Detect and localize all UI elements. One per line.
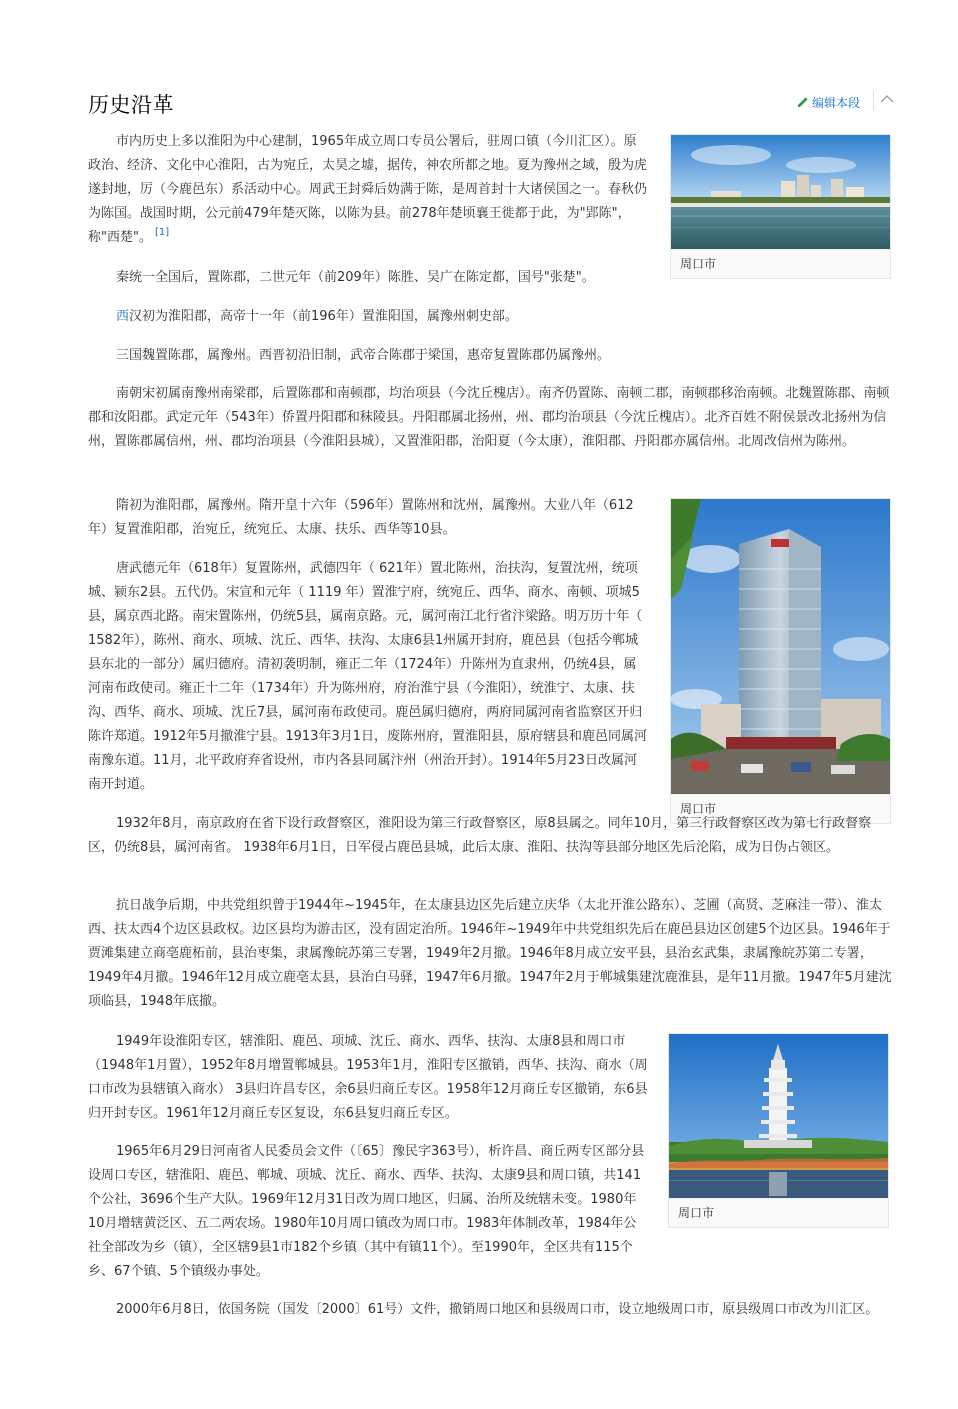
- paragraph-3-text: 汉初为淮阳郡，高帝十一年（前196年）置淮阳国，属豫州刺史部。: [129, 309, 518, 324]
- figure-3-caption: 周口市: [669, 1198, 888, 1227]
- paragraph-2: 秦统一全国后，置陈郡，二世元年（前209年）陈胜、吴广在陈定都，国号"张楚"。: [116, 270, 595, 285]
- paragraph-6: 隋初为淮阳郡，属豫州。隋开皇十六年（596年）置陈州和沈州，属豫州。大业八年（612年）复置淮阳郡，治宛丘，统宛丘、太康、扶乐、西华等10县。: [88, 498, 634, 537]
- paragraph-5: 南朝宋初属南豫州南梁郡，后置陈郡和南顿郡，均治项县（今沈丘槐店）。南齐仍置陈、南顿二郡，南顿郡移治南顿。北魏置陈郡、南顿郡和汝阳郡。武定元年（543年）侨置丹阳郡和秣陵县。丹阳郡属北扬州，州、郡均治项县（今沈丘槐店）。北齐百姓不附侯景改北扬州为信州，置陈郡属信州，州、郡均治项县（今淮阳县城），又置淮阳郡，治阳夏（今太康），淮阳郡、丹阳郡亦属信州。北周改信州为陈州。: [88, 386, 890, 449]
- city-lake-photo[interactable]: [671, 135, 890, 249]
- figure-1-caption: 周口市: [671, 249, 890, 278]
- paragraph-12: 2000年6月8日，依国务院（国发〔2000〕61号）文件，撤销周口地区和县级周口市，设立地级周口市，原县级周口市改为川汇区。: [116, 1302, 879, 1317]
- pagoda-tower-photo[interactable]: [669, 1034, 888, 1198]
- paragraph-1-text: 市内历史上多以淮阳为中心建制，1965年成立周口专员公署后，驻周口镇（今川汇区）。原政治、经济、文化中心淮阳，古为宛丘，太昊之墟，据传，神农所都之地。夏为豫州之域，殷为虎遂封地，厉（今鹿邑东）系活动中心。周武王封舜后妫满于陈，是周首封十大诸侯国之一。春秋仍为陈国。战国时期，公元前479年楚灭陈，以陈为县。前278年楚顷襄王徙都于此，为"郢陈"，称"西楚"。: [88, 134, 648, 245]
- edit-section-button[interactable]: [797, 94, 860, 111]
- paragraph-8: 1932年8月，南京政府在省下设行政督察区，淮阳设为第三行政督察区，原8县属之。同年10月，第三行政督察区改为第七行政督察区，仍统8县，属河南省。 1938年6月1日，日军侵占鹿邑县城，此后太康、淮阳、扶沟等县部分地区先后沦陷，成为日伪占领区。: [88, 816, 872, 855]
- section-title: 历史沿革: [88, 93, 174, 117]
- edit-section-label: 编辑本段: [811, 96, 860, 110]
- chevron-up-icon[interactable]: [880, 92, 894, 106]
- tower-building-photo[interactable]: [671, 499, 890, 794]
- reference-1-link[interactable]: [1]: [154, 227, 170, 238]
- paragraph-4: 三国魏置陈郡，属豫州。西晋初沿旧制，武帝合陈郡于梁国，惠帝复置陈郡仍属豫州。: [116, 348, 611, 363]
- city-lake-image: [671, 135, 890, 249]
- pagoda-tower-image: [669, 1034, 888, 1198]
- paragraph-7: 唐武德元年（618年）复置陈州，武德四年（ 621年）置北陈州，治扶沟，复置沈州，统项城、颍东2县。五代仍。宋宣和元年（ 1119 年）置淮宁府，统宛丘、西华、商水、南顿、项城5县，属京西北路。南宋置陈州，仍统5县，属南京路。元，属河南江北行省汴梁路。明万历十年（ 1582年），陈州、商水、项城、沈丘、西华、扶沟、太康6县1州属开封府，鹿邑县（包括今郸城县东北的一部分）属归德府。清初袭明制，雍正二年（1724年）升陈州为直隶州，仍统4县，属河南布政使司。雍正十二年（1734年）升为陈州府，府治淮宁县（今淮阳），统淮宁、太康、扶沟、西华、商水、项城、沈丘7县，属河南布政使司。鹿邑属归德府，两府同属河南省监察区开归陈许郑道。1912年5月撤淮宁县。1913年3月1日，废陈州府，置淮阳县，原府辖县和鹿邑同属河南豫东道。11月，北平政府弃省设州，市内各县同属汴州（州治开封）。1914年5月23日改属河南开封道。: [88, 561, 647, 792]
- pencil-icon: [797, 96, 809, 108]
- paragraph-10: 1949年设淮阳专区，辖淮阳、鹿邑、项城、沈丘、商水、西华、扶沟、太康8县和周口市（1948年1月置），1952年8月增置郸城县。1953年1月，淮阳专区撤销，西华、扶沟、商水（周口市改为县辖镇入商水） 3县归许昌专区，余6县归商丘专区。1958年12月商丘专区撤销，东6县归开封专区。1961年12月商丘专区复设，东6县复归商丘专区。: [88, 1034, 648, 1121]
- figure-3[interactable]: [668, 1033, 889, 1228]
- figure-2-caption: 周口市: [671, 794, 890, 823]
- header-divider: [873, 91, 874, 111]
- xi-link[interactable]: 西: [116, 309, 130, 324]
- paragraph-11: 1965年6月29日河南省人民委员会文件（〔65〕豫民字363号），析许昌、商丘两专区部分县设周口专区，辖淮阳、鹿邑、郸城、项城、沈丘、商水、西华、扶沟、太康9县和周口镇，共141个公社，3696个生产大队。1969年12月31日改为周口地区，归属、治所及统辖未变。1980年10月增辖黄泛区、五二两农场。1980年10月周口镇改为周口市。1983年体制改革，1984年公社全部改为乡（镇），全区辖9县1市182个乡镇（其中有镇11个）。至1990年，全区共有115个乡、67个镇、5个镇级办事处。: [88, 1144, 645, 1279]
- paragraph-3: [88, 305, 658, 329]
- section-header: [88, 86, 894, 122]
- paragraph-9: 抗日战争后期，中共党组织曾于1944年~1945年，在太康县边区先后建立庆华（太北开淮公路东）、芝圃（高贤、芝麻洼一带）、淮太西、扶太西4个边区县政权。边区县均为游击区，没有固定治所。1946年~1949年中共党组织先后在鹿邑县边区创建5个边区县。1946年于贾滩集建立商亳鹿柘前，县治枣集，隶属豫皖苏第三专署，1949年2月撤。1946年8月成立安平县，县治玄武集，隶属豫皖苏第二专署，1949年4月撤。1946年12月成立鹿亳太县，县治白马驿，1947年6月撤。1947年2月于郸城集建沈鹿淮县，是年11月撤。1947年5月建沈项临县，1948年底撤。: [88, 898, 892, 1009]
- paragraph-1: [88, 130, 648, 250]
- figure-1[interactable]: [670, 134, 891, 279]
- tower-building-image: [671, 499, 890, 794]
- figure-2[interactable]: [670, 498, 891, 824]
